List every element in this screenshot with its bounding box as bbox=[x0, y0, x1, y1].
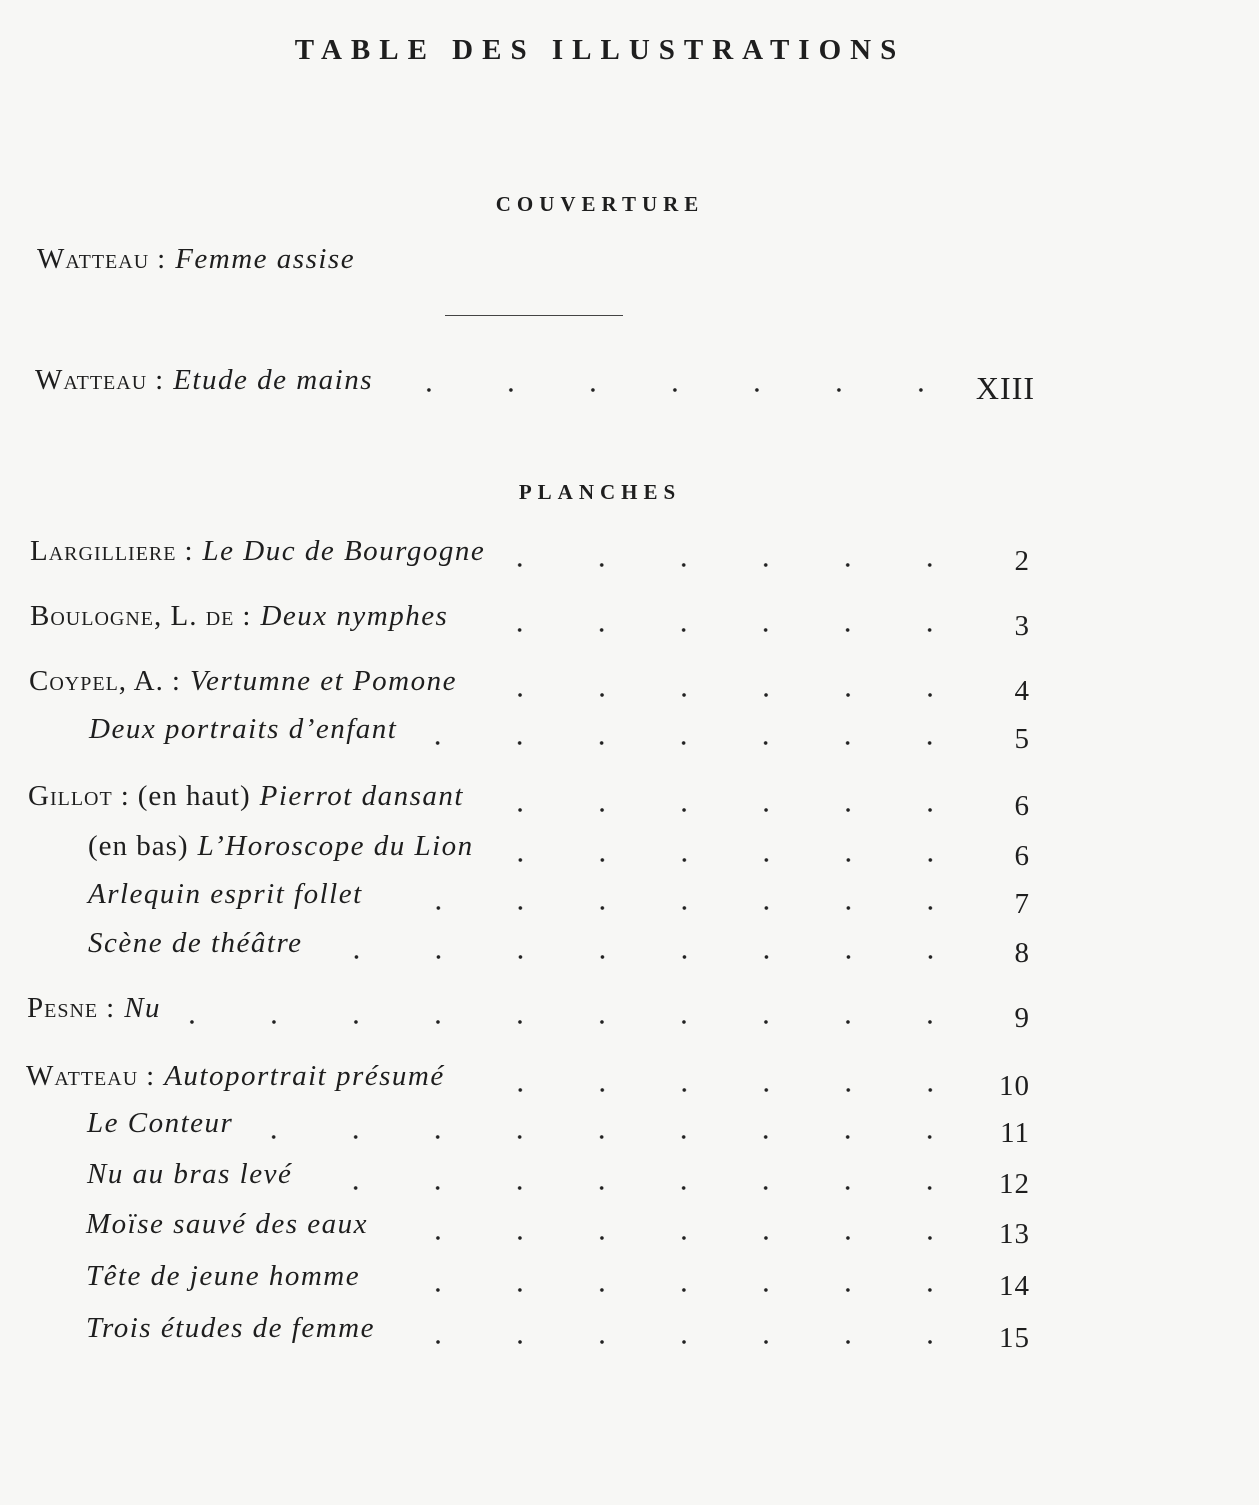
section-heading-plates: PLANCHES bbox=[518, 480, 682, 504]
list-item bbox=[86, 1312, 1030, 1352]
list-item bbox=[30, 535, 1030, 575]
dot-leader bbox=[247, 1135, 971, 1139]
work-title: Le Conteur bbox=[87, 1107, 234, 1139]
separator: : bbox=[120, 780, 130, 812]
work-title: Le Duc de Bourgogne bbox=[202, 535, 486, 567]
work-title: Etude de mains bbox=[173, 364, 374, 396]
list-item bbox=[89, 713, 1030, 753]
dot-leader bbox=[411, 741, 971, 745]
separator: : bbox=[171, 665, 181, 697]
page-number: 9 bbox=[1014, 1002, 1030, 1034]
page-number: 4 bbox=[1014, 675, 1030, 707]
list-item bbox=[86, 1260, 1030, 1300]
section-heading-cover: COUVERTURE bbox=[495, 192, 705, 216]
artist-name: Boulogne, L. de bbox=[30, 600, 235, 632]
separator: : bbox=[106, 992, 116, 1024]
artist-name: Watteau bbox=[26, 1060, 139, 1092]
list-item bbox=[88, 927, 1030, 967]
artist-name: Coypel, A. bbox=[29, 665, 164, 697]
list-item bbox=[87, 1158, 1030, 1198]
list-item bbox=[88, 830, 1030, 870]
list-item bbox=[87, 1107, 1030, 1147]
page-number: XIII bbox=[975, 370, 1035, 406]
separator: : bbox=[242, 600, 252, 632]
separator: : bbox=[155, 364, 165, 396]
list-item bbox=[88, 878, 1030, 918]
cover-entry bbox=[37, 243, 355, 283]
dot-leader bbox=[462, 628, 971, 632]
page-number: 11 bbox=[1000, 1117, 1030, 1149]
list-item bbox=[29, 665, 1030, 705]
dot-leader bbox=[374, 1288, 971, 1292]
position-note: (en haut) bbox=[137, 780, 251, 812]
separator: : bbox=[184, 535, 194, 567]
work-title: Vertumne et Pomone bbox=[189, 665, 457, 697]
page-number: 12 bbox=[999, 1168, 1030, 1200]
work-title: Femme assise bbox=[175, 243, 356, 275]
artist-name: Pesne bbox=[27, 992, 99, 1024]
artist-name: Watteau bbox=[37, 243, 150, 275]
work-title: Moïse sauvé des eaux bbox=[86, 1208, 369, 1240]
list-item bbox=[26, 1060, 1030, 1100]
page-number: 5 bbox=[1014, 723, 1030, 755]
work-title: Nu au bras levé bbox=[87, 1158, 293, 1190]
dot-leader bbox=[175, 1020, 971, 1024]
dot-leader bbox=[499, 563, 971, 567]
work-title: L’Horoscope du Lion bbox=[197, 830, 474, 862]
dot-leader bbox=[459, 1088, 971, 1092]
dot-leader bbox=[478, 808, 971, 812]
list-item bbox=[27, 992, 1030, 1032]
artist-name: Watteau bbox=[35, 364, 148, 396]
page-title: TABLE DES ILLUSTRATIONS bbox=[294, 34, 906, 66]
work-title: Pierrot dansant bbox=[259, 780, 464, 812]
page-number: 14 bbox=[999, 1270, 1030, 1302]
work-title: Trois études de femme bbox=[86, 1312, 375, 1344]
dot-leader bbox=[471, 693, 971, 697]
work-title: Autoportrait présumé bbox=[164, 1060, 445, 1092]
dot-leader bbox=[317, 955, 971, 959]
separator: : bbox=[146, 1060, 156, 1092]
separator: : bbox=[157, 243, 167, 275]
work-title: Scène de théâtre bbox=[88, 927, 303, 959]
work-title: Deux portraits d’enfant bbox=[89, 713, 398, 745]
dot-leader bbox=[377, 906, 971, 910]
work-title: Arlequin esprit follet bbox=[88, 878, 363, 910]
artist-name: Largilliere bbox=[30, 535, 177, 567]
divider bbox=[445, 315, 623, 316]
work-title: Deux nymphes bbox=[260, 600, 449, 632]
page-number: 6 bbox=[1014, 840, 1030, 872]
work-title: Tête de jeune homme bbox=[86, 1260, 361, 1292]
list-item bbox=[30, 600, 1030, 640]
dot-leader bbox=[382, 1236, 971, 1240]
position-note: (en bas) bbox=[88, 830, 189, 862]
dot-leader bbox=[488, 858, 971, 862]
page-number: 8 bbox=[1014, 937, 1030, 969]
page-number: 10 bbox=[999, 1070, 1030, 1102]
work-title: Nu bbox=[124, 992, 162, 1024]
dot-leader bbox=[306, 1186, 971, 1190]
page-number: 7 bbox=[1014, 888, 1030, 920]
list-item bbox=[28, 780, 1030, 820]
dot-leader bbox=[387, 388, 962, 392]
page-number: 13 bbox=[999, 1218, 1030, 1250]
list-item bbox=[86, 1208, 1030, 1248]
frontispiece-entry bbox=[35, 360, 1035, 406]
page-number: 15 bbox=[999, 1322, 1030, 1354]
page-number: 6 bbox=[1014, 790, 1030, 822]
page-number: 2 bbox=[1014, 545, 1030, 577]
page-number: 3 bbox=[1014, 610, 1030, 642]
dot-leader bbox=[389, 1340, 971, 1344]
artist-name: Gillot bbox=[28, 780, 113, 812]
